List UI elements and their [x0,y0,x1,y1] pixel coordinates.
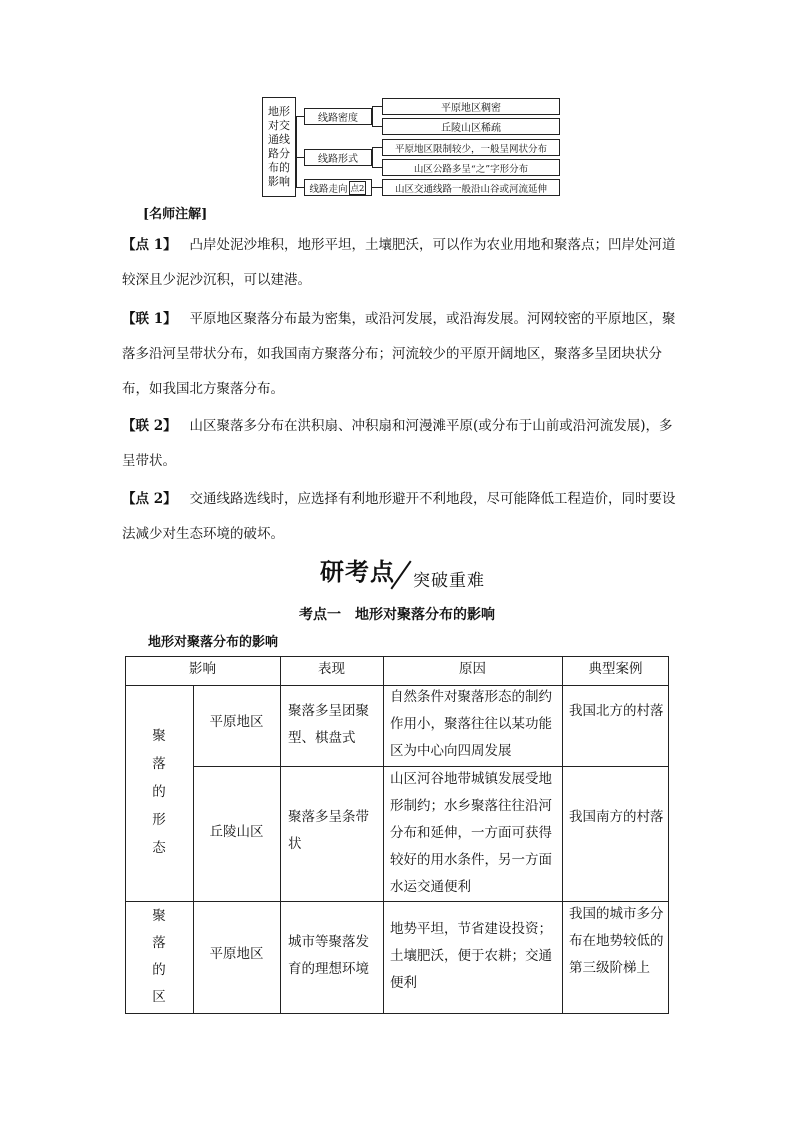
note-point-2 [122,482,678,552]
connector [372,147,382,148]
grid-line [383,656,384,1014]
concept-root [262,97,296,197]
note-text: 山区聚落多分布在洪积扇、冲积扇和河漫滩平原(或分布于山前或沿河流发展)，多呈带状。 [122,418,673,469]
note-text: 凸岸处泥沙堆积，地形平坦，土壤肥沃，可以作为农业用地和聚落点；凹岸处河道较深且少泥沙沉积，可以建港。 [122,237,676,288]
note-tag: 【联 2】 [122,418,177,434]
row3-area: 平原地区 [209,946,264,962]
note-tag: 【联 1】 [122,311,177,327]
connector [296,116,304,117]
row2-case: 我国南方的村落 [569,809,664,825]
group-char: 区 [152,989,166,1005]
grid-line [125,1013,669,1014]
note-tag: 【点 2】 [122,491,177,507]
group-char: 落 [152,935,166,951]
group-char: 落 [152,756,166,772]
row1-reason: 自然条件对聚落形态的制约作用小，聚落往往以某功能区为中心向四周发展 [390,689,552,759]
row2-reason: 山区河谷地带城镇发展受地形制约；水乡聚落往往沿河分布和延伸，一方面可获得较好的用水条件，另一方面水运交通便利 [390,771,552,895]
group-char: 聚 [152,728,166,744]
branch-direction [304,179,372,196]
row2-manifestation: 聚落多呈条带状 [288,809,369,852]
connector [296,157,304,158]
section-title: 考点一 地形对聚落分布的影响 [299,607,495,623]
connector [372,126,382,127]
notes-heading: [名师注解] [143,207,208,222]
banner-sub: 突破重难 [413,571,485,591]
banner-main: 研考点 [320,558,395,586]
connector [372,106,373,126]
header-manifestation: 表现 [318,661,345,677]
influence-table [125,656,669,1014]
connector [296,187,304,188]
note-tag: 【点 1】 [122,237,177,253]
leaf-mountain-valley: 山区交通线路一般沿山谷或河流延伸 [382,179,560,196]
row1-manifestation: 聚落多呈团聚型、棋盘式 [288,703,369,746]
root-line: 通线 [268,133,290,146]
note-link-2 [122,409,678,479]
root-line: 地形 [268,105,290,118]
group-form-label [125,722,193,862]
root-line: 路分 [268,147,290,160]
leaf-mountain-zigzag: 山区公路多呈“之”字形分布 [382,159,560,176]
root-line: 对交 [268,119,290,132]
group-char: 态 [152,840,166,856]
branch-form: 线路形式 [304,149,372,166]
note-point-1 [122,228,678,298]
header-influence: 影响 [189,661,216,677]
leaf-plain-network: 平原地区限制较少，一般呈网状分布 [382,139,560,156]
row3-case: 我国的城市多分布在地势较低的第三级阶梯上 [569,906,664,976]
group-location-label [125,903,193,1011]
group-char: 的 [152,784,166,800]
grid-line [668,656,669,1014]
row1-area: 平原地区 [209,714,264,730]
connector [296,116,297,187]
connector [372,106,382,107]
leaf-hill-sparse: 丘陵山区稀疏 [382,118,560,135]
header-case: 典型案例 [588,661,643,677]
root-line: 影响 [268,175,290,188]
branch-direction-label: 线路走向 [309,183,348,195]
row3-reason: 地势平坦，节省建设投资；土壤肥沃，便于农耕；交通便利 [390,921,552,991]
branch-density: 线路密度 [304,108,372,125]
concept-map [262,97,562,197]
note-text: 交通线路选线时，应选择有利地形避开不利地段，尽可能降低工程造价，同时要设法减少对生态环境的破坏。 [122,491,676,542]
section-banner [318,552,508,590]
note-link-1 [122,302,678,407]
group-char: 聚 [152,908,166,924]
group-char: 的 [152,962,166,978]
point-tag: 点2 [349,181,367,195]
grid-line [562,656,563,1014]
row1-case: 我国北方的村落 [569,703,664,719]
grid-line [280,656,281,1014]
group-char: 形 [152,812,166,828]
table-title: 地形对聚落分布的影响 [148,635,279,650]
connector [372,147,373,167]
connector [372,167,382,168]
row3-manifestation: 城市等聚落发育的理想环境 [288,934,369,977]
header-reason: 原因 [459,661,486,677]
note-text: 平原地区聚落分布最为密集，或沿河发展，或沿海发展。河网较密的平原地区，聚落多沿河呈带状分布，如我国南方聚落分布；河流较少的平原开阔地区，聚落多呈团块状分布，如我国北方聚落分布。 [122,311,676,397]
root-line: 布的 [268,161,290,174]
connector [372,187,382,188]
leaf-plain-dense: 平原地区稠密 [382,98,560,115]
row2-area: 丘陵山区 [209,824,264,840]
